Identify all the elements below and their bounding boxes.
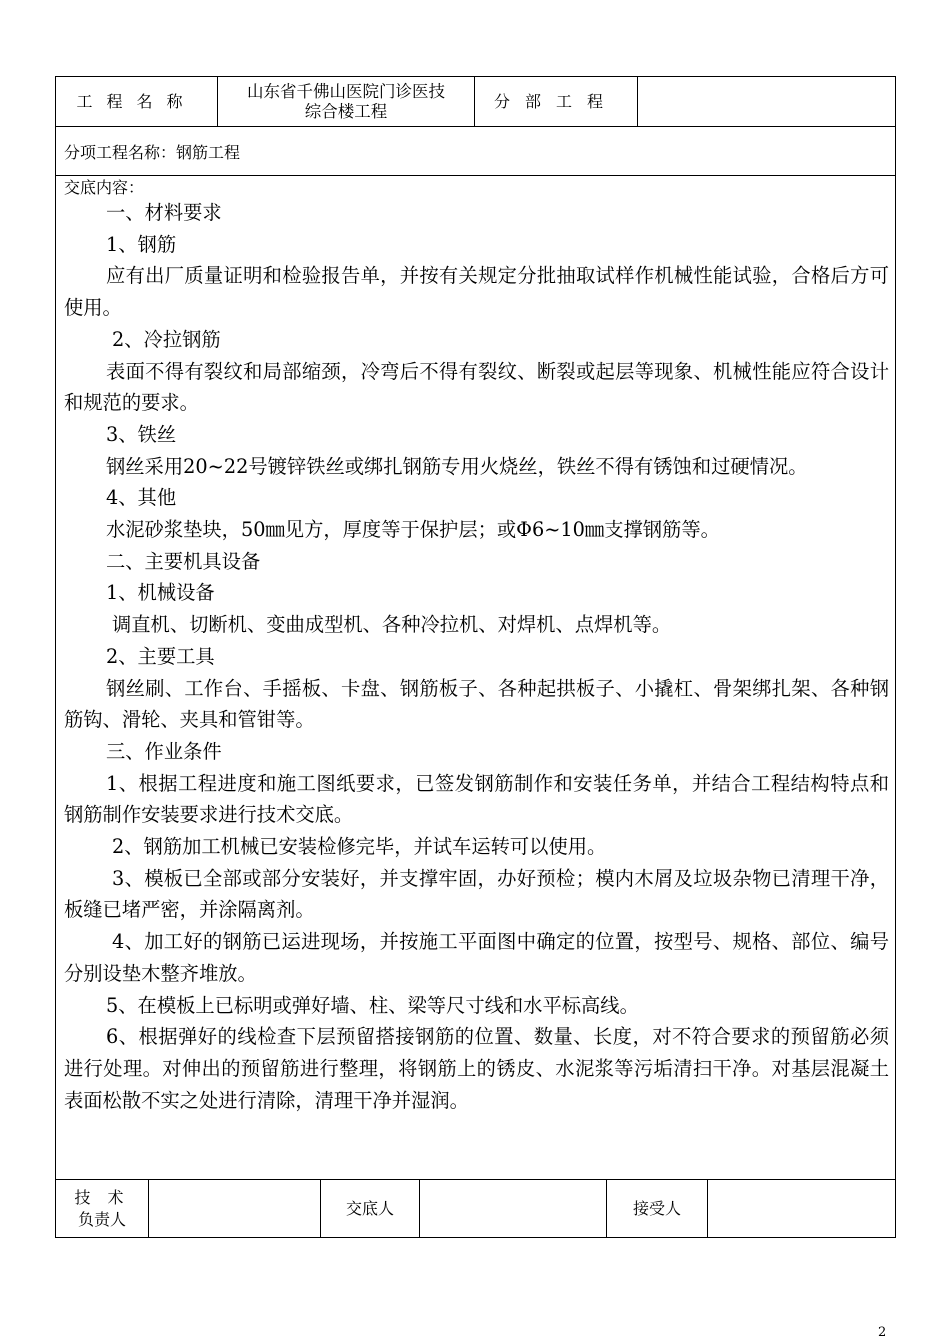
disclosure-form xyxy=(55,76,896,1238)
tech-lead-signature xyxy=(149,1180,321,1237)
paragraph: 钢丝刷、工作台、手摇板、卡盘、钢筋板子、各种起拱板子、小撬杠、骨架绑扎架、各种钢筋钩、滑轮、夹具和管钳等。 xyxy=(64,676,889,732)
paragraph: 5、在模板上已标明或弹好墙、柱、梁等尺寸线和水平标高线。 xyxy=(106,993,639,1017)
discloser-label: 交底人 xyxy=(321,1180,420,1237)
subsection-heading: 3、铁丝 xyxy=(106,422,177,446)
project-name-label: 工程名称 xyxy=(56,77,218,126)
paragraph: 6、根据弹好的线检查下层预留搭接钢筋的位置、数量、长度，对不符合要求的预留筋必须进行处理。对伸出的预留筋进行整理，将钢筋上的锈皮、水泥浆等污垢清扫干净。对基层混凝土表面松散不实之处进行清除，清理干净并湿润。 xyxy=(64,1025,889,1112)
paragraph: 3、模板已全部或部分安装好，并支撑牢固，办好预检；模内木屑及垃圾杂物已清理干净，板缝已堵严密，并涂隔离剂。 xyxy=(64,866,889,922)
disclosure-content xyxy=(56,176,895,1180)
subsection-heading: 2、冷拉钢筋 xyxy=(112,327,221,351)
discloser-signature xyxy=(420,1180,607,1237)
paragraph: 表面不得有裂纹和局部缩颈，冷弯后不得有裂纹、断裂或起层等现象、机械性能应符合设计和规范的要求。 xyxy=(64,359,889,415)
project-name-value xyxy=(218,77,475,126)
project-name-line1: 山东省千佛山医院门诊医技 xyxy=(247,81,445,101)
tech-lead-label: 技 术 负责人 xyxy=(56,1180,149,1237)
paragraph: 调直机、切断机、变曲成型机、各种冷拉机、对焊机、点焊机等。 xyxy=(112,613,672,637)
subsection-heading: 4、其他 xyxy=(106,486,177,510)
receiver-signature xyxy=(708,1180,895,1237)
paragraph: 4、加工好的钢筋已运进现场，并按施工平面图中确定的位置，按型号、规格、部位、编号分别设垫木整齐堆放。 xyxy=(64,930,889,985)
subsection-heading: 1、钢筋 xyxy=(106,232,177,256)
header-row xyxy=(56,77,895,127)
project-name-line2: 综合楼工程 xyxy=(304,101,388,121)
division-label: 分部工程 xyxy=(475,77,638,126)
paragraph: 2、钢筋加工机械已安装检修完毕，并试车运转可以使用。 xyxy=(112,835,607,859)
section-heading: 三、作业条件 xyxy=(106,739,222,763)
section-heading: 一、材料要求 xyxy=(106,201,222,224)
page-number: 2 xyxy=(878,1325,887,1340)
subitem-row xyxy=(56,127,895,176)
receiver-label: 接受人 xyxy=(607,1180,708,1237)
content-label: 交底内容： xyxy=(64,178,145,197)
paragraph: 应有出厂质量证明和检验报告单，并按有关规定分批抽取试样作机械性能试验，合格后方可使用。 xyxy=(64,264,889,320)
paragraph: 钢丝采用20~22号镀锌铁丝或绑扎钢筋专用火烧丝，铁丝不得有锈蚀和过硬情况。 xyxy=(106,454,808,478)
section-heading: 二、主要机具设备 xyxy=(106,549,261,573)
subitem-name: 分项工程名称：钢筋工程 xyxy=(64,142,241,162)
subsection-heading: 1、机械设备 xyxy=(106,581,215,605)
paragraph: 1、根据工程进度和施工图纸要求，已签发钢筋制作和安装任务单，并结合工程结构特点和钢筋制作安装要求进行技术交底。 xyxy=(64,771,889,827)
signature-row xyxy=(56,1180,895,1237)
subsection-heading: 2、主要工具 xyxy=(106,644,215,668)
paragraph: 水泥砂浆垫块，50㎜见方，厚度等于保护层；或Φ6~10㎜支撑钢筋等。 xyxy=(106,518,720,542)
division-value xyxy=(638,77,895,126)
